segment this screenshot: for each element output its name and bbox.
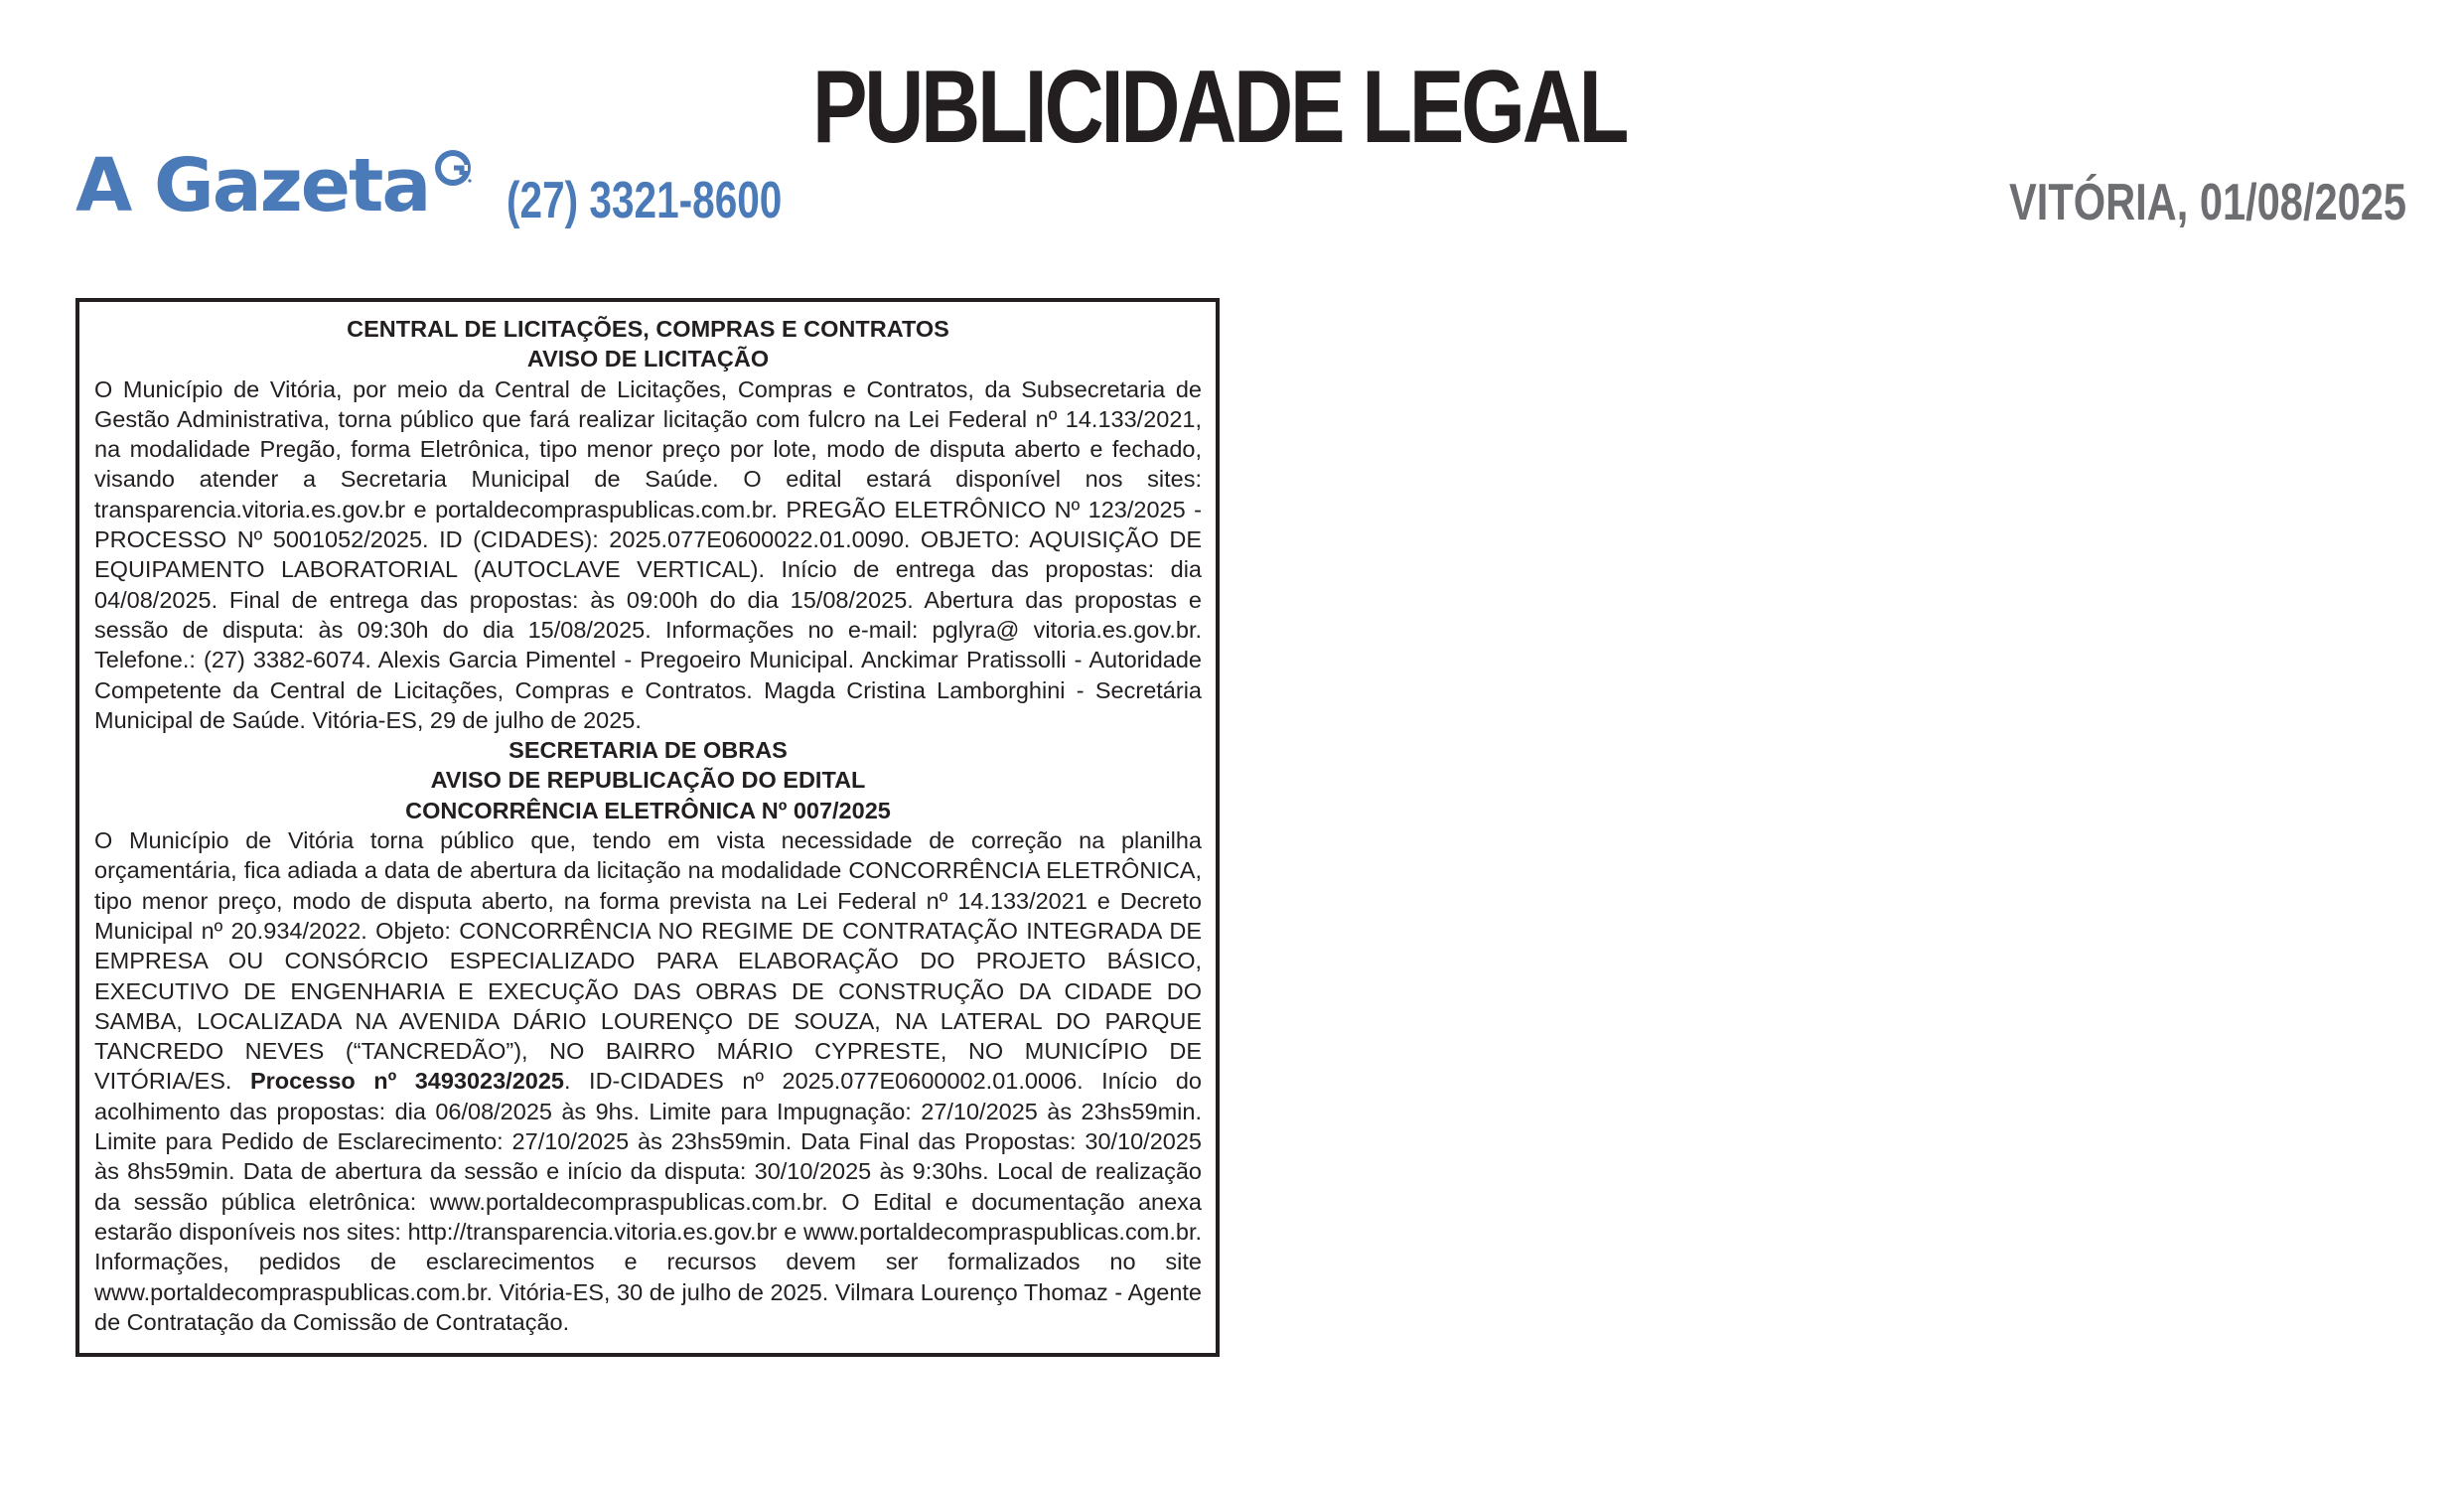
dateline: VITÓRIA, 01/08/2025: [2008, 174, 2406, 231]
notice2-body-part1: O Município de Vitória torna público que, tendo em vista necessidade de correção na planilha orçamentária, fica adiada a data de abertura da licitação na modalidade CONCORRÊNCIA ELETRÔNICA, tipo menor preço, modo de disputa aberto, na forma prevista na Lei Federal nº 14.133/2021 e Decreto Municipal nº 20.934/2022. Objeto: CONCORRÊNCIA NO REGIME DE CONTRATAÇÃO INTEGRADA DE EMPRESA OU CONSÓRCIO ESPECIALIZADO PARA ELABORAÇÃO DO PROJETO BÁSICO, EXECUTIVO DE ENGENHARIA E EXECUÇÃO DAS OBRAS DE CONSTRUÇÃO DA CIDADE DO SAMBA, LOCALIZADA NA AVENIDA DÁRIO LOURENÇO DE SOUZA, NA LATERAL DO PARQUE TANCREDO NEVES (“TANCREDÃO”), NO BAIRRO MÁRIO CYPRESTE, NO MUNICÍPIO DE VITÓRIA/ES.: [94, 827, 1202, 1095]
notice2-body: [94, 825, 1202, 1337]
contact-phone: (27) 3321-8600: [507, 172, 783, 229]
notice1-body: O Município de Vitória, por meio da Central de Licitações, Compras e Contratos, da Subsecretaria de Gestão Administrativa, torna público que fará realizar licitação com fulcro na Lei Federal nº 14.133/2021, na modalidade Pregão, forma Eletrônica, tipo menor preço por lote, modo de disputa aberto e fechado, visando atender a Secretaria Municipal de Saúde. O edital estará disponível nos sites: transparencia.vitoria.es.gov.br e portaldecompraspublicas.com.br. PREGÃO ELETRÔNICO Nº 123/2025 - PROCESSO Nº 5001052/2025. ID (CIDADES): 2025.077E0600022.01.0090. OBJETO: AQUISIÇÃO DE EQUIPAMENTO LABORATORIAL (AUTOCLAVE VERTICAL). Início de entrega das propostas: dia 04/08/2025. Final de entrega das propostas: às 09:00h do dia 15/08/2025. Abertura das propostas e sessão de disputa: às 09:30h do dia 15/08/2025. Informações no e-mail: pglyra@ vitoria.es.gov.br. Telefone.: (27) 3382-6074. Alexis Garcia Pimentel - Pregoeiro Municipal. Anckimar Pratissolli - Autoridade Competente da Central de Licitações, Compras e Contratos. Magda Cristina Lamborghini - Secretária Municipal de Saúde. Vitória-ES, 29 de julho de 2025.: [94, 375, 1202, 733]
notice2-process-number: Processo nº 3493023/2025: [249, 1068, 564, 1095]
notice2-org: SECRETARIA DE OBRAS: [508, 737, 788, 764]
notice1-heading: AVISO DE LICITAÇÃO: [526, 346, 770, 372]
legal-notice-box: [75, 298, 1220, 1357]
notice2-heading: AVISO DE REPUBLICAÇÃO DO EDITAL: [430, 767, 866, 794]
g-circle-logo-icon: [434, 149, 472, 187]
notice2-body-part2: . ID-CIDADES nº 2025.077E0600002.01.0006. Início do acolhimento das propostas: dia 06/08/2025 às 9hs. Limite para Impugnação: 27/10/2025 às 23hs59min. Limite para Pedido de Esclarecimento: 27/10/2025 às 23hs59min. Data Final das Propostas: 30/10/2025 às 8hs59min. Data de abertura da sessão e início da disputa: 30/10/2025 às 9:30hs. Local de realização da sessão pública eletrônica: www.portaldecompraspublicas.com.br. O Edital e documentação anexa estarão disponíveis nos sites: http://transparencia.vitoria.es.gov.br e www.portaldecompraspublicas.com.br. Informações, pedidos de esclarecimentos e recursos devem ser formalizados no site www.portaldecompraspublicas.com.br. Vitória-ES, 30 de julho de 2025. Vilmara Lourenço Thomaz - Agente de Contratação da Comissão de Contratação.: [94, 1068, 1202, 1335]
brand-logo: A Gazeta: [75, 143, 430, 228]
notice2-subheading: CONCORRÊNCIA ELETRÔNICA Nº 007/2025: [405, 797, 891, 823]
page-title: PUBLICIDADE LEGAL: [812, 50, 1627, 165]
notice1-org: CENTRAL DE LICITAÇÕES, COMPRAS E CONTRATOS: [347, 316, 949, 342]
